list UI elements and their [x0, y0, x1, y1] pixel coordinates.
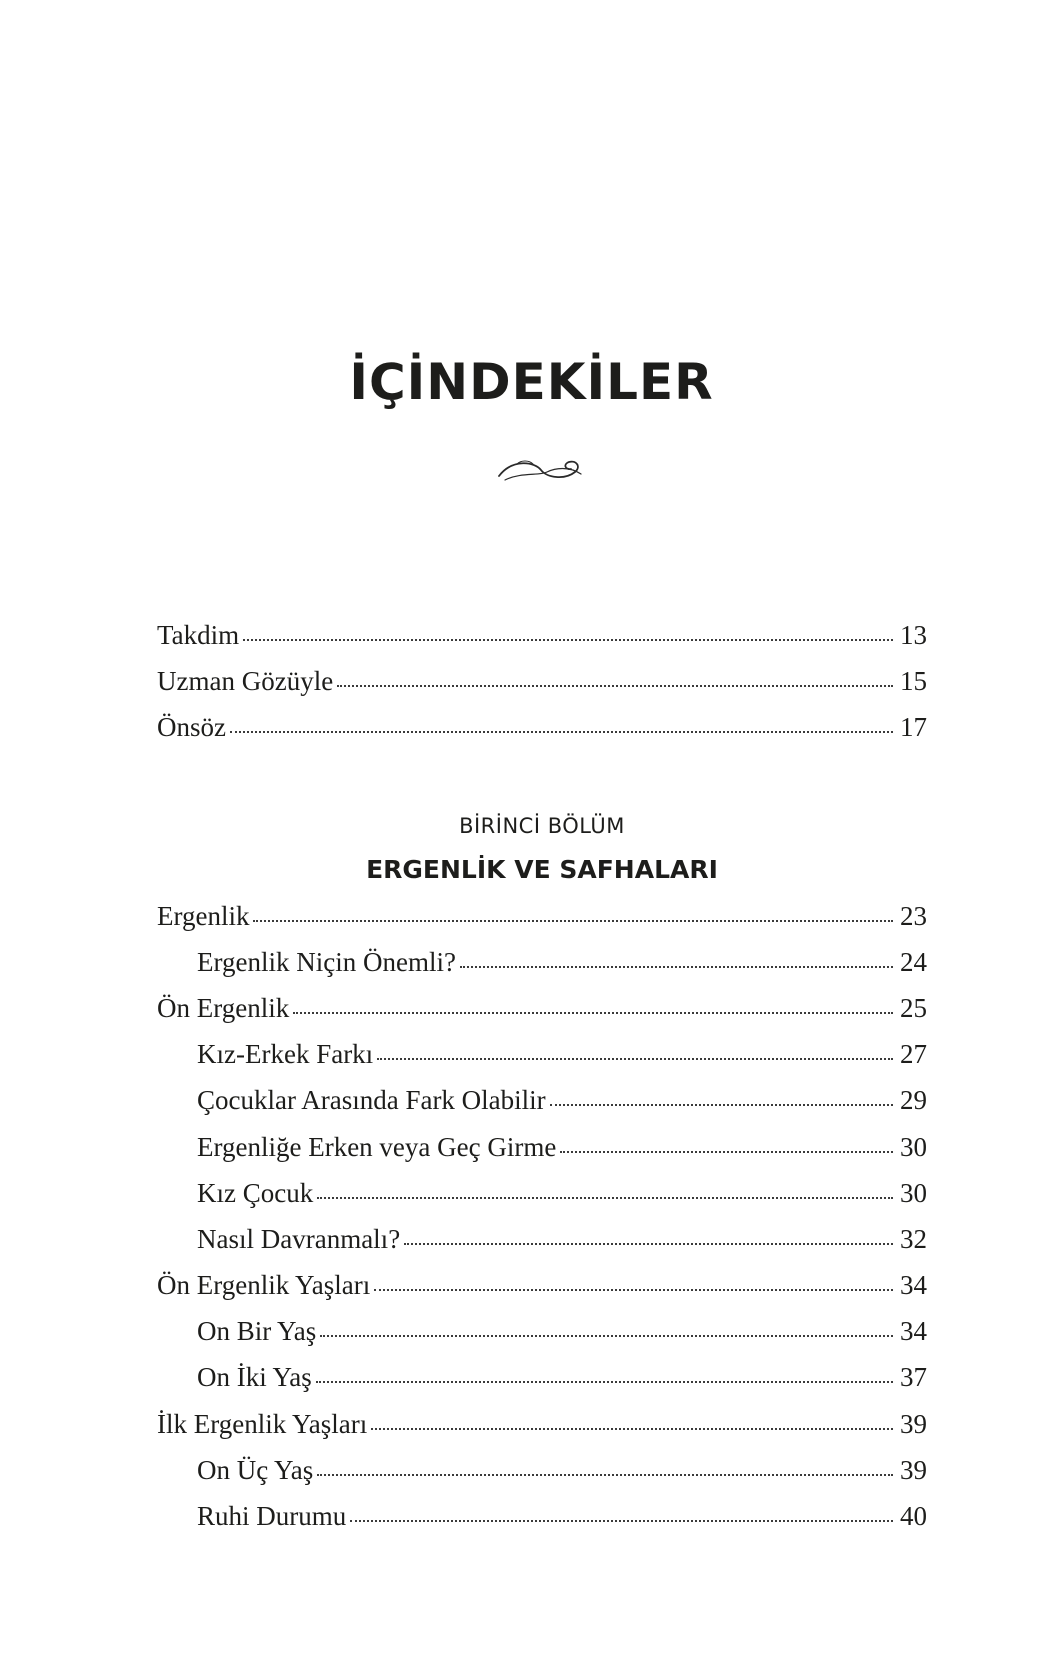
toc-entry-page: 23 — [900, 900, 927, 931]
toc-entry-takdim[interactable] — [157, 612, 927, 658]
toc-entry-label: Önsöz — [157, 712, 226, 743]
toc-entry-ilk-ergenlik-yaslari[interactable] — [157, 1401, 927, 1447]
toc-entry-label: Ruhi Durumu — [197, 1501, 347, 1531]
toc-entry-label: On İki Yaş — [197, 1362, 312, 1393]
dot-leader — [320, 1335, 893, 1337]
toc-entry-label: On Bir Yaş — [197, 1316, 317, 1347]
toc-entry-page: 27 — [900, 1039, 927, 1070]
toc-entry-kiz-cocuk[interactable] — [157, 1170, 927, 1216]
dot-leader — [230, 731, 893, 733]
section-heading — [157, 805, 927, 893]
toc-entry-label: Ergenliğe Erken veya Geç Girme — [197, 1131, 557, 1162]
toc-entry-label: Nasıl Davranmalı? — [197, 1223, 401, 1254]
toc-entry-cocuklar-arasinda-fark[interactable] — [157, 1077, 927, 1123]
toc-entry-ruhi-durumu[interactable] — [157, 1493, 927, 1539]
dot-leader — [317, 1474, 893, 1476]
toc-entry-ergenlik-nicin-onemli[interactable] — [157, 939, 927, 985]
toc-entry-label: Uzman Gözüyle — [157, 666, 334, 697]
toc-entry-ergenlik[interactable] — [157, 893, 927, 939]
toc-entry-page: 25 — [900, 992, 927, 1023]
toc-entry-page: 39 — [900, 1408, 927, 1439]
dot-leader — [404, 1243, 893, 1245]
toc-entry-onsoz[interactable] — [157, 704, 927, 750]
toc-entry-page: 37 — [900, 1362, 927, 1393]
dot-leader — [460, 966, 893, 968]
toc-entry-page: 30 — [900, 1177, 927, 1208]
toc-entry-label: Ergenlik — [157, 900, 250, 931]
toc-entry-page: 34 — [900, 1270, 927, 1301]
toc-entry-page: 29 — [900, 1085, 927, 1116]
dot-leader — [337, 685, 893, 687]
section-kicker: BİRİNCİ BÖLÜM — [459, 813, 625, 838]
toc-entry-label: On Üç Yaş — [197, 1454, 314, 1485]
toc-entry-page: 13 — [900, 620, 927, 650]
toc-entry-uzman-gozuyle[interactable] — [157, 658, 927, 704]
toc-entry-label: Ön Ergenlik Yaşları — [157, 1270, 371, 1301]
toc-entry-label: Takdim — [157, 620, 240, 650]
dot-leader — [371, 1428, 893, 1430]
toc-entry-label: Ergenlik Niçin Önemli? — [197, 946, 456, 977]
toc-entry-on-uc-yas[interactable] — [157, 1447, 927, 1493]
toc-entry-page: 30 — [900, 1131, 927, 1162]
toc-entry-page: 17 — [900, 712, 927, 743]
flourish-ornament — [495, 450, 585, 486]
toc-entry-label: Ön Ergenlik — [157, 992, 290, 1023]
toc-entry-on-iki-yas[interactable] — [157, 1354, 927, 1400]
dot-leader — [316, 1381, 893, 1383]
dot-leader — [550, 1104, 893, 1106]
toc-entry-label: Kız Çocuk — [197, 1177, 314, 1208]
toc-entry-page: 40 — [900, 1501, 927, 1531]
toc-entry-on-bir-yas[interactable] — [157, 1308, 927, 1354]
section-spacer — [157, 751, 927, 805]
toc-entry-label: İlk Ergenlik Yaşları — [157, 1408, 368, 1439]
dot-leader — [293, 1012, 893, 1014]
dot-leader — [243, 639, 893, 641]
section-title: ERGENLİK VE SAFHALARI — [366, 854, 718, 884]
toc-entry-on-ergenlik-yaslari[interactable] — [157, 1262, 927, 1308]
toc-entry-page: 39 — [900, 1454, 927, 1485]
toc-entry-nasil-davranmali[interactable] — [157, 1216, 927, 1262]
dot-leader — [350, 1520, 893, 1522]
page-title: İÇİNDEKİLER — [349, 353, 714, 411]
toc-entry-label: Kız-Erkek Farkı — [197, 1039, 374, 1070]
toc-entry-ergenlige-erken-gec[interactable] — [157, 1124, 927, 1170]
dot-leader — [377, 1058, 893, 1060]
toc-entry-page: 32 — [900, 1223, 927, 1254]
dot-leader — [560, 1151, 893, 1153]
dot-leader — [317, 1197, 893, 1199]
toc-entry-page: 24 — [900, 946, 927, 977]
toc-entry-on-ergenlik[interactable] — [157, 985, 927, 1031]
toc-entry-page: 15 — [900, 666, 927, 697]
dot-leader — [253, 920, 893, 922]
toc-entry-kiz-erkek-farki[interactable] — [157, 1031, 927, 1077]
toc-entry-label: Çocuklar Arasında Fark Olabilir — [197, 1085, 546, 1116]
dot-leader — [374, 1289, 893, 1291]
table-of-contents — [157, 612, 927, 1539]
toc-entry-page: 34 — [900, 1316, 927, 1347]
